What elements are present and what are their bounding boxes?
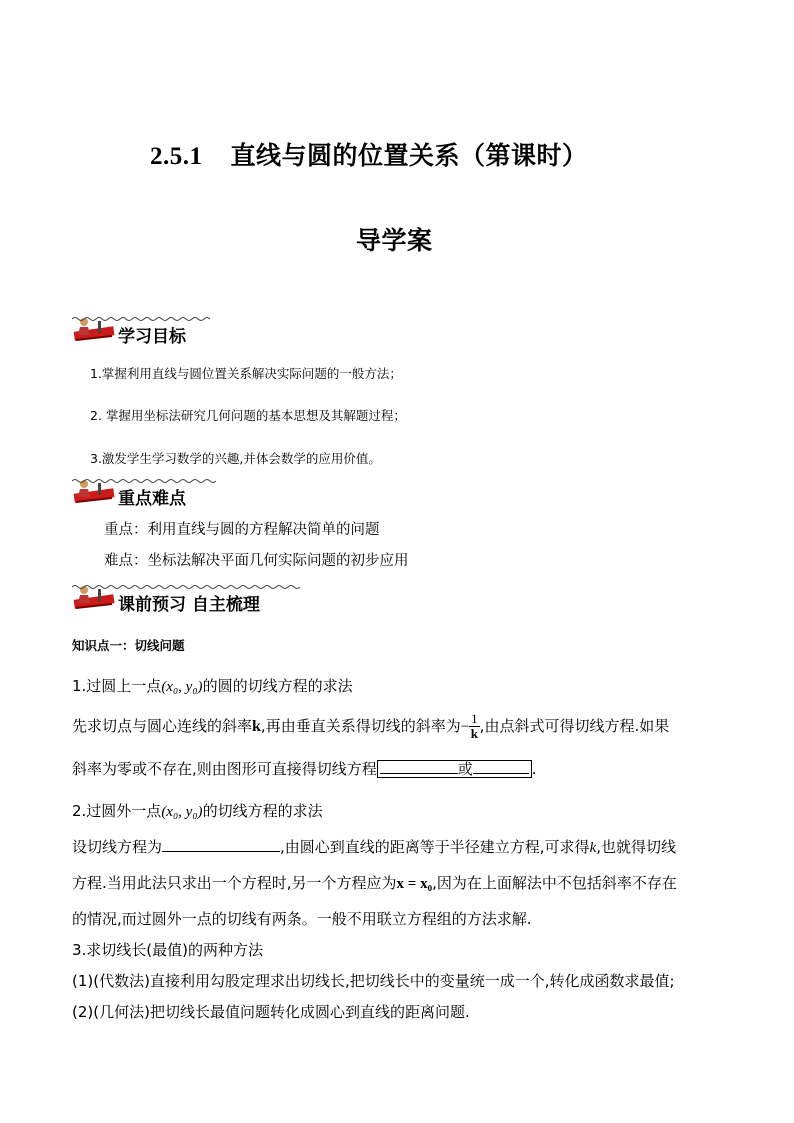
key-difficulty: 难点：坐标法解决平面几何实际问题的初步应用 xyxy=(104,553,409,569)
tangent-equation-blank[interactable] xyxy=(162,851,280,852)
p2-line1-a: 设切线方程为 xyxy=(72,838,163,856)
p1-title xyxy=(72,675,353,696)
p1-line2-a: 斜率为零或不存在,则由图形可直接得切线方程 xyxy=(72,760,377,778)
wave-underline xyxy=(72,316,212,322)
page-title xyxy=(150,136,588,172)
section-label-preview: 课前预习 自主梳理 xyxy=(118,595,260,615)
goal-item: 1.掌握利用直线与圆位置关系解决实际问题的一般方法； xyxy=(90,366,402,381)
section-header-key xyxy=(72,478,216,512)
p1-line2 xyxy=(72,758,537,779)
p1-line1-c: ,由点斜式可得切线方程.如果 xyxy=(479,717,670,735)
minus-sign: − xyxy=(460,719,470,735)
title-text: 直线与圆的位置关系（第课时） xyxy=(230,141,588,170)
point-coord: (x₀, y₀) xyxy=(161,804,203,820)
p2-line2-b: ,因为在上面解法中不包括斜率不存在 xyxy=(432,874,677,892)
goal-item: 2. 掌握用坐标法研究几何问题的基本思想及其解题过程； xyxy=(90,408,406,423)
p2-title-b: 的切线方程的求法 xyxy=(202,802,323,820)
wave-underline xyxy=(72,478,216,484)
p3-item-2: (2)(几何法)把切线长最值问题转化成圆心到直线的距离问题. xyxy=(72,1003,470,1021)
section-header-goals xyxy=(72,316,212,350)
p2-line1-b: ,由圆心到直线的距离等于半径建立方程,可求得 xyxy=(280,838,590,856)
p2-line1 xyxy=(72,836,676,857)
point-coord: (x₀, y₀) xyxy=(161,679,203,695)
fraction-neg-1-over-k xyxy=(469,712,480,741)
page-subtitle: 导学案 xyxy=(356,226,433,255)
fraction-denominator: k xyxy=(470,726,479,741)
p2-line2 xyxy=(72,872,677,893)
p1-title-a: 1.过圆上一点 xyxy=(72,677,162,695)
period: . xyxy=(531,760,537,778)
p1-line1 xyxy=(72,712,669,741)
key-focus: 重点：利用直线与圆的方程解决简单的问题 xyxy=(104,522,380,538)
section-header-preview xyxy=(72,584,304,618)
goal-item: 3.激发学生学习数学的兴趣,并体会数学的应用价值。 xyxy=(90,451,381,466)
section-label-goals: 学习目标 xyxy=(118,327,186,347)
answer-blank-1[interactable] xyxy=(380,773,458,774)
slope-k: k xyxy=(589,840,597,856)
p2-title xyxy=(72,800,323,821)
answer-box[interactable] xyxy=(377,760,532,778)
p2-line2-a: 方程.当用此法只求出一个方程时,另一个方程应为 xyxy=(72,874,397,892)
wave-underline xyxy=(72,584,304,590)
answer-blank-2[interactable] xyxy=(473,773,529,774)
fraction-numerator: 1 xyxy=(471,711,478,726)
section-label-key: 重点难点 xyxy=(118,489,186,509)
p1-line1-a: 先求切点与圆心连线的斜率 xyxy=(72,717,253,735)
knowledge-heading: 知识点一：切线问题 xyxy=(72,638,185,653)
p1-title-b: 的圆的切线方程的求法 xyxy=(202,677,353,695)
title-number: 2.5.1 xyxy=(150,143,203,170)
p3-title: 3.求切线长(最值)的两种方法 xyxy=(72,941,264,959)
or-text: 或 xyxy=(457,760,473,778)
vertical-line-equation: x = x₀ xyxy=(396,876,433,892)
p2-title-a: 2.过圆外一点 xyxy=(72,802,162,820)
p2-line3: 的情况,而过圆外一点的切线有两条。一般不用联立方程组的方法求解. xyxy=(72,910,532,928)
slope-k: k xyxy=(252,718,261,735)
p2-line1-c: ,也就得切线 xyxy=(596,838,677,856)
p1-line1-b: ,再由垂直关系得切线的斜率为 xyxy=(260,717,461,735)
p3-item-1: (1)(代数法)直接利用勾股定理求出切线长,把切线长中的变量统一成一个,转化成函数求最值; xyxy=(72,972,675,990)
